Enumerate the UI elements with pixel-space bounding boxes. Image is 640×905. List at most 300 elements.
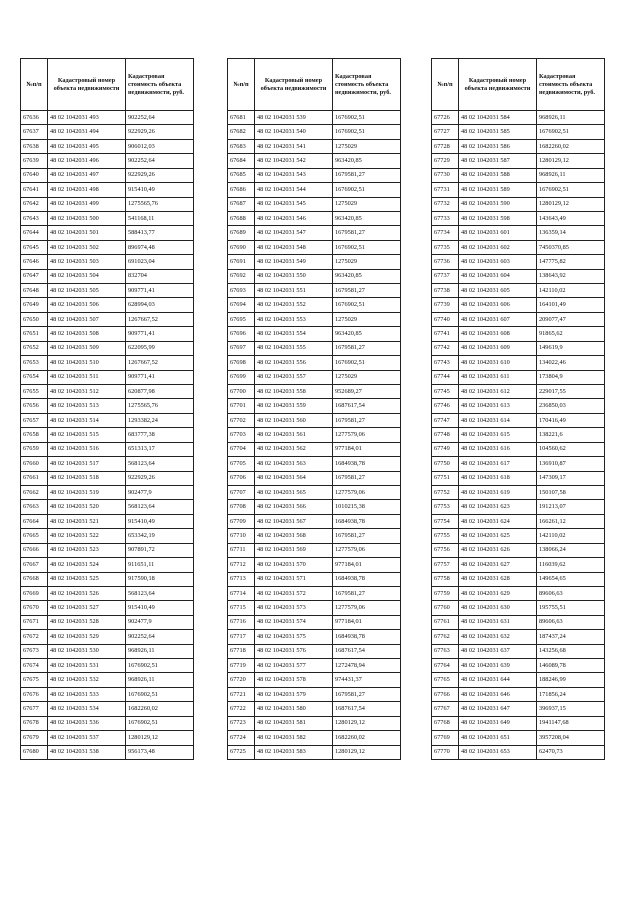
row-number: 67669 bbox=[21, 586, 48, 600]
cadastral-number: 48 02 1042031 515 bbox=[48, 428, 126, 442]
row-number: 67760 bbox=[432, 601, 459, 615]
cadastral-number: 48 02 1042031 544 bbox=[255, 183, 333, 197]
table-row bbox=[228, 659, 401, 673]
cadastral-value: 1679581,27 bbox=[333, 471, 401, 485]
table-row bbox=[21, 341, 194, 355]
row-number: 67685 bbox=[228, 168, 255, 182]
cadastral-value: 1280129,12 bbox=[333, 716, 401, 730]
row-number: 67675 bbox=[21, 673, 48, 687]
cadastral-value: 89606,63 bbox=[537, 586, 605, 600]
row-number: 67654 bbox=[21, 370, 48, 384]
cadastral-value: 691023,04 bbox=[126, 255, 194, 269]
row-number: 67694 bbox=[228, 298, 255, 312]
cadastral-value: 588413,77 bbox=[126, 226, 194, 240]
table-row bbox=[21, 211, 194, 225]
table-row bbox=[432, 226, 605, 240]
table-row bbox=[21, 269, 194, 283]
cadastral-number: 48 02 1042031 509 bbox=[48, 341, 126, 355]
cadastral-number: 48 02 1042031 623 bbox=[459, 500, 537, 514]
table-row bbox=[432, 327, 605, 341]
table-row bbox=[432, 687, 605, 701]
cadastral-number: 48 02 1042031 494 bbox=[48, 125, 126, 139]
cadastral-value: 896974,48 bbox=[126, 240, 194, 254]
table-row bbox=[432, 702, 605, 716]
row-number: 67678 bbox=[21, 716, 48, 730]
cadastral-number: 48 02 1042031 554 bbox=[255, 327, 333, 341]
table-row bbox=[228, 558, 401, 572]
cadastral-value: 1676902,51 bbox=[537, 125, 605, 139]
table-row bbox=[432, 558, 605, 572]
cadastral-number: 48 02 1042031 518 bbox=[48, 471, 126, 485]
table-row bbox=[228, 529, 401, 543]
cadastral-value: 974431,37 bbox=[333, 673, 401, 687]
cadastral-number: 48 02 1042031 531 bbox=[48, 659, 126, 673]
row-number: 67767 bbox=[432, 702, 459, 716]
cadastral-value: 915410,49 bbox=[126, 183, 194, 197]
cadastral-number: 48 02 1042031 519 bbox=[48, 485, 126, 499]
cadastral-value: 963420,85 bbox=[333, 154, 401, 168]
cadastral-number: 48 02 1042031 609 bbox=[459, 341, 537, 355]
table-row bbox=[432, 211, 605, 225]
table-row bbox=[228, 485, 401, 499]
cadastral-value: 628994,03 bbox=[126, 298, 194, 312]
table-row bbox=[228, 601, 401, 615]
cadastral-value: 1676902,51 bbox=[333, 111, 401, 125]
row-number: 67708 bbox=[228, 500, 255, 514]
cadastral-value: 1275029 bbox=[333, 370, 401, 384]
table-row bbox=[21, 716, 194, 730]
row-number: 67646 bbox=[21, 255, 48, 269]
cadastral-value: 1679581,27 bbox=[333, 284, 401, 298]
cadastral-number: 48 02 1042031 644 bbox=[459, 673, 537, 687]
cadastral-number: 48 02 1042031 532 bbox=[48, 673, 126, 687]
table-row bbox=[21, 197, 194, 211]
table-row bbox=[228, 139, 401, 153]
cadastral-value: 1275565,76 bbox=[126, 197, 194, 211]
cadastral-number: 48 02 1042031 576 bbox=[255, 644, 333, 658]
header-cadastral-value: Кадастровая стоимость объекта недвижимости, руб. bbox=[537, 59, 605, 111]
table-row bbox=[228, 572, 401, 586]
table-row bbox=[21, 125, 194, 139]
row-number: 67743 bbox=[432, 356, 459, 370]
table-row bbox=[432, 630, 605, 644]
cadastral-number: 48 02 1042031 562 bbox=[255, 442, 333, 456]
cadastral-number: 48 02 1042031 608 bbox=[459, 327, 537, 341]
row-number: 67747 bbox=[432, 413, 459, 427]
row-number: 67684 bbox=[228, 154, 255, 168]
cadastral-value: 1679581,27 bbox=[333, 341, 401, 355]
cadastral-value: 1679581,27 bbox=[333, 529, 401, 543]
table-row bbox=[21, 529, 194, 543]
table-row bbox=[432, 269, 605, 283]
row-number: 67700 bbox=[228, 385, 255, 399]
cadastral-number: 48 02 1042031 603 bbox=[459, 255, 537, 269]
row-number: 67681 bbox=[228, 111, 255, 125]
row-number: 67769 bbox=[432, 731, 459, 745]
table-row bbox=[21, 630, 194, 644]
cadastral-value: 3957208,04 bbox=[537, 731, 605, 745]
row-number: 67672 bbox=[21, 630, 48, 644]
row-number: 67703 bbox=[228, 428, 255, 442]
row-number: 67766 bbox=[432, 687, 459, 701]
table-row bbox=[228, 745, 401, 759]
cadastral-number: 48 02 1042031 624 bbox=[459, 514, 537, 528]
row-number: 67742 bbox=[432, 341, 459, 355]
table-row bbox=[228, 687, 401, 701]
table-row bbox=[21, 356, 194, 370]
cadastral-number: 48 02 1042031 528 bbox=[48, 615, 126, 629]
table-row bbox=[432, 385, 605, 399]
row-number: 67748 bbox=[432, 428, 459, 442]
table-row bbox=[21, 255, 194, 269]
cadastral-value: 911651,11 bbox=[126, 558, 194, 572]
table-row bbox=[228, 428, 401, 442]
cadastral-number: 48 02 1042031 553 bbox=[255, 312, 333, 326]
cadastral-number: 48 02 1042031 534 bbox=[48, 702, 126, 716]
row-number: 67657 bbox=[21, 413, 48, 427]
cadastral-number: 48 02 1042031 579 bbox=[255, 687, 333, 701]
table-row bbox=[21, 154, 194, 168]
row-number: 67698 bbox=[228, 356, 255, 370]
cadastral-value: 164101,49 bbox=[537, 298, 605, 312]
header-cadastral-value: Кадастровая стоимость объекта недвижимости, руб. bbox=[333, 59, 401, 111]
row-number: 67734 bbox=[432, 226, 459, 240]
row-number: 67673 bbox=[21, 644, 48, 658]
cadastral-value: 147309,17 bbox=[537, 471, 605, 485]
cadastral-value: 956173,48 bbox=[126, 745, 194, 759]
row-number: 67651 bbox=[21, 327, 48, 341]
row-number: 67643 bbox=[21, 211, 48, 225]
row-number: 67755 bbox=[432, 529, 459, 543]
table-row bbox=[432, 183, 605, 197]
cadastral-number: 48 02 1042031 578 bbox=[255, 673, 333, 687]
cadastral-value: 1676902,51 bbox=[126, 716, 194, 730]
row-number: 67761 bbox=[432, 615, 459, 629]
table-row bbox=[228, 716, 401, 730]
row-number: 67715 bbox=[228, 601, 255, 615]
row-number: 67718 bbox=[228, 644, 255, 658]
table-row bbox=[228, 269, 401, 283]
row-number: 67716 bbox=[228, 615, 255, 629]
row-number: 67704 bbox=[228, 442, 255, 456]
cadastral-number: 48 02 1042031 571 bbox=[255, 572, 333, 586]
row-number: 67655 bbox=[21, 385, 48, 399]
row-number: 67764 bbox=[432, 659, 459, 673]
cadastral-value: 146089,78 bbox=[537, 659, 605, 673]
cadastral-number: 48 02 1042031 545 bbox=[255, 197, 333, 211]
cadastral-number: 48 02 1042031 610 bbox=[459, 356, 537, 370]
cadastral-number: 48 02 1042031 556 bbox=[255, 356, 333, 370]
cadastral-value: 922929,26 bbox=[126, 471, 194, 485]
cadastral-number: 48 02 1042031 493 bbox=[48, 111, 126, 125]
row-number: 67641 bbox=[21, 183, 48, 197]
row-number: 67670 bbox=[21, 601, 48, 615]
cadastral-number: 48 02 1042031 625 bbox=[459, 529, 537, 543]
cadastral-value: 1941147,68 bbox=[537, 716, 605, 730]
table-row bbox=[21, 471, 194, 485]
table-row bbox=[228, 586, 401, 600]
row-number: 67663 bbox=[21, 500, 48, 514]
cadastral-value: 1280129,12 bbox=[126, 731, 194, 745]
row-number: 67699 bbox=[228, 370, 255, 384]
cadastral-value: 1676902,51 bbox=[333, 240, 401, 254]
cadastral-number: 48 02 1042031 616 bbox=[459, 442, 537, 456]
cadastral-number: 48 02 1042031 501 bbox=[48, 226, 126, 240]
cadastral-number: 48 02 1042031 575 bbox=[255, 630, 333, 644]
cadastral-number: 48 02 1042031 525 bbox=[48, 572, 126, 586]
row-number: 67665 bbox=[21, 529, 48, 543]
cadastral-value: 187437,24 bbox=[537, 630, 605, 644]
table-row bbox=[228, 442, 401, 456]
row-number: 67762 bbox=[432, 630, 459, 644]
table-row bbox=[21, 615, 194, 629]
table-row bbox=[21, 644, 194, 658]
cadastral-value: 568123,64 bbox=[126, 586, 194, 600]
row-number: 67674 bbox=[21, 659, 48, 673]
cadastral-value: 1676902,51 bbox=[126, 659, 194, 673]
header-num: №п/п bbox=[21, 59, 48, 111]
table-row bbox=[432, 485, 605, 499]
cadastral-number: 48 02 1042031 563 bbox=[255, 457, 333, 471]
cadastral-number: 48 02 1042031 516 bbox=[48, 442, 126, 456]
row-number: 67740 bbox=[432, 312, 459, 326]
row-number: 67638 bbox=[21, 139, 48, 153]
row-number: 67710 bbox=[228, 529, 255, 543]
cadastral-value: 1687617,54 bbox=[333, 644, 401, 658]
table-row bbox=[228, 284, 401, 298]
table-row bbox=[21, 183, 194, 197]
cadastral-number: 48 02 1042031 574 bbox=[255, 615, 333, 629]
row-number: 67717 bbox=[228, 630, 255, 644]
cadastral-number: 48 02 1042031 551 bbox=[255, 284, 333, 298]
cadastral-value: 1272478,94 bbox=[333, 659, 401, 673]
cadastral-number: 48 02 1042031 537 bbox=[48, 731, 126, 745]
cadastral-value: 149654,65 bbox=[537, 572, 605, 586]
cadastral-value: 1682260,02 bbox=[333, 731, 401, 745]
table-row bbox=[228, 471, 401, 485]
table-row bbox=[228, 327, 401, 341]
cadastral-value: 653342,19 bbox=[126, 529, 194, 543]
cadastral-value: 188246,99 bbox=[537, 673, 605, 687]
row-number: 67644 bbox=[21, 226, 48, 240]
cadastral-number: 48 02 1042031 524 bbox=[48, 558, 126, 572]
cadastral-value: 134022,46 bbox=[537, 356, 605, 370]
row-number: 67723 bbox=[228, 716, 255, 730]
cadastral-value: 902252,64 bbox=[126, 111, 194, 125]
cadastral-number: 48 02 1042031 651 bbox=[459, 731, 537, 745]
cadastral-number: 48 02 1042031 590 bbox=[459, 197, 537, 211]
cadastral-value: 915410,49 bbox=[126, 514, 194, 528]
table-row bbox=[228, 298, 401, 312]
cadastral-value: 977184,01 bbox=[333, 442, 401, 456]
cadastral-number: 48 02 1042031 533 bbox=[48, 687, 126, 701]
table-row bbox=[432, 428, 605, 442]
table-row bbox=[21, 500, 194, 514]
table-row bbox=[432, 284, 605, 298]
table-row bbox=[432, 111, 605, 125]
cadastral-number: 48 02 1042031 598 bbox=[459, 211, 537, 225]
table-row bbox=[228, 226, 401, 240]
row-number: 67680 bbox=[21, 745, 48, 759]
table-row bbox=[228, 240, 401, 254]
row-number: 67713 bbox=[228, 572, 255, 586]
cadastral-value: 1676902,51 bbox=[333, 183, 401, 197]
cadastral-value: 1682260,02 bbox=[537, 139, 605, 153]
row-number: 67739 bbox=[432, 298, 459, 312]
cadastral-value: 229017,55 bbox=[537, 385, 605, 399]
cadastral-number: 48 02 1042031 580 bbox=[255, 702, 333, 716]
row-number: 67749 bbox=[432, 442, 459, 456]
table-row bbox=[228, 644, 401, 658]
table-row bbox=[21, 111, 194, 125]
table-row bbox=[228, 673, 401, 687]
cadastral-number: 48 02 1042031 570 bbox=[255, 558, 333, 572]
cadastral-number: 48 02 1042031 497 bbox=[48, 168, 126, 182]
cadastral-value: 1684938,78 bbox=[333, 514, 401, 528]
cadastral-value: 143256,68 bbox=[537, 644, 605, 658]
row-number: 67733 bbox=[432, 211, 459, 225]
table-row bbox=[228, 255, 401, 269]
table-row bbox=[21, 226, 194, 240]
cadastral-value: 568123,64 bbox=[126, 457, 194, 471]
row-number: 67706 bbox=[228, 471, 255, 485]
cadastral-number: 48 02 1042031 573 bbox=[255, 601, 333, 615]
row-number: 67664 bbox=[21, 514, 48, 528]
cadastral-number: 48 02 1042031 503 bbox=[48, 255, 126, 269]
cadastral-value: 1275565,76 bbox=[126, 399, 194, 413]
row-number: 67662 bbox=[21, 485, 48, 499]
row-number: 67637 bbox=[21, 125, 48, 139]
cadastral-value: 142110,02 bbox=[537, 284, 605, 298]
row-number: 67721 bbox=[228, 687, 255, 701]
cadastral-value: 541168,11 bbox=[126, 211, 194, 225]
table-row bbox=[432, 731, 605, 745]
row-number: 67729 bbox=[432, 154, 459, 168]
table-row bbox=[228, 154, 401, 168]
table-row bbox=[228, 168, 401, 182]
row-number: 67753 bbox=[432, 500, 459, 514]
cadastral-number: 48 02 1042031 495 bbox=[48, 139, 126, 153]
cadastral-number: 48 02 1042031 555 bbox=[255, 341, 333, 355]
cadastral-value: 1280129,12 bbox=[333, 745, 401, 759]
cadastral-number: 48 02 1042031 536 bbox=[48, 716, 126, 730]
cadastral-value: 1267667,52 bbox=[126, 356, 194, 370]
cadastral-number: 48 02 1042031 639 bbox=[459, 659, 537, 673]
table-row bbox=[432, 154, 605, 168]
row-number: 67759 bbox=[432, 586, 459, 600]
table-row bbox=[432, 601, 605, 615]
row-number: 67683 bbox=[228, 139, 255, 153]
cadastral-value: 683777,38 bbox=[126, 428, 194, 442]
cadastral-value: 104560,62 bbox=[537, 442, 605, 456]
row-number: 67735 bbox=[432, 240, 459, 254]
cadastral-value: 568123,64 bbox=[126, 500, 194, 514]
table-row bbox=[432, 125, 605, 139]
cadastral-number: 48 02 1042031 539 bbox=[255, 111, 333, 125]
table-row bbox=[21, 659, 194, 673]
table-row bbox=[228, 500, 401, 514]
header-num: №п/п bbox=[432, 59, 459, 111]
cadastral-number: 48 02 1042031 513 bbox=[48, 399, 126, 413]
cadastral-value: 209077,47 bbox=[537, 312, 605, 326]
cadastral-value: 1010215,38 bbox=[333, 500, 401, 514]
cadastral-value: 902477,9 bbox=[126, 485, 194, 499]
cadastral-number: 48 02 1042031 498 bbox=[48, 183, 126, 197]
row-number: 67738 bbox=[432, 284, 459, 298]
table-row bbox=[228, 385, 401, 399]
row-number: 67648 bbox=[21, 284, 48, 298]
cadastral-number: 48 02 1042031 630 bbox=[459, 601, 537, 615]
table-row bbox=[228, 111, 401, 125]
cadastral-number: 48 02 1042031 577 bbox=[255, 659, 333, 673]
table-row bbox=[228, 197, 401, 211]
table-row bbox=[21, 428, 194, 442]
row-number: 67661 bbox=[21, 471, 48, 485]
cadastral-number: 48 02 1042031 558 bbox=[255, 385, 333, 399]
cadastral-number: 48 02 1042031 511 bbox=[48, 370, 126, 384]
row-number: 67750 bbox=[432, 457, 459, 471]
table-row bbox=[228, 630, 401, 644]
row-number: 67636 bbox=[21, 111, 48, 125]
cadastral-value: 138221,6 bbox=[537, 428, 605, 442]
cadastral-value: 622095,99 bbox=[126, 341, 194, 355]
row-number: 67751 bbox=[432, 471, 459, 485]
row-number: 67741 bbox=[432, 327, 459, 341]
cadastral-value: 1275029 bbox=[333, 312, 401, 326]
cadastral-value: 1275029 bbox=[333, 139, 401, 153]
cadastral-value: 166261,12 bbox=[537, 514, 605, 528]
cadastral-number: 48 02 1042031 559 bbox=[255, 399, 333, 413]
cadastral-value: 968926,11 bbox=[126, 644, 194, 658]
cadastral-value: 902252,64 bbox=[126, 630, 194, 644]
cadastral-value: 1684938,78 bbox=[333, 457, 401, 471]
cadastral-value: 138643,92 bbox=[537, 269, 605, 283]
cadastral-number: 48 02 1042031 583 bbox=[255, 745, 333, 759]
cadastral-number: 48 02 1042031 547 bbox=[255, 226, 333, 240]
table-row bbox=[21, 284, 194, 298]
table-row bbox=[432, 673, 605, 687]
row-number: 67697 bbox=[228, 341, 255, 355]
cadastral-value: 1293382,24 bbox=[126, 413, 194, 427]
cadastral-value: 143643,49 bbox=[537, 211, 605, 225]
cadastral-value: 1682260,02 bbox=[126, 702, 194, 716]
table-row bbox=[21, 298, 194, 312]
row-number: 67650 bbox=[21, 312, 48, 326]
table-row bbox=[228, 457, 401, 471]
cadastral-number: 48 02 1042031 557 bbox=[255, 370, 333, 384]
cadastral-number: 48 02 1042031 543 bbox=[255, 168, 333, 182]
table-row bbox=[432, 572, 605, 586]
row-number: 67690 bbox=[228, 240, 255, 254]
row-number: 67758 bbox=[432, 572, 459, 586]
table-row bbox=[21, 457, 194, 471]
row-number: 67731 bbox=[432, 183, 459, 197]
cadastral-number: 48 02 1042031 569 bbox=[255, 543, 333, 557]
row-number: 67686 bbox=[228, 183, 255, 197]
row-number: 67746 bbox=[432, 399, 459, 413]
cadastral-number: 48 02 1042031 584 bbox=[459, 111, 537, 125]
table-row bbox=[432, 659, 605, 673]
table-row bbox=[228, 341, 401, 355]
cadastral-number: 48 02 1042031 512 bbox=[48, 385, 126, 399]
table-row bbox=[21, 731, 194, 745]
cadastral-number: 48 02 1042031 607 bbox=[459, 312, 537, 326]
row-number: 67701 bbox=[228, 399, 255, 413]
cadastral-value: 832704 bbox=[126, 269, 194, 283]
row-number: 67730 bbox=[432, 168, 459, 182]
cadastral-value: 1679581,27 bbox=[333, 413, 401, 427]
cadastral-value: 902477,9 bbox=[126, 615, 194, 629]
